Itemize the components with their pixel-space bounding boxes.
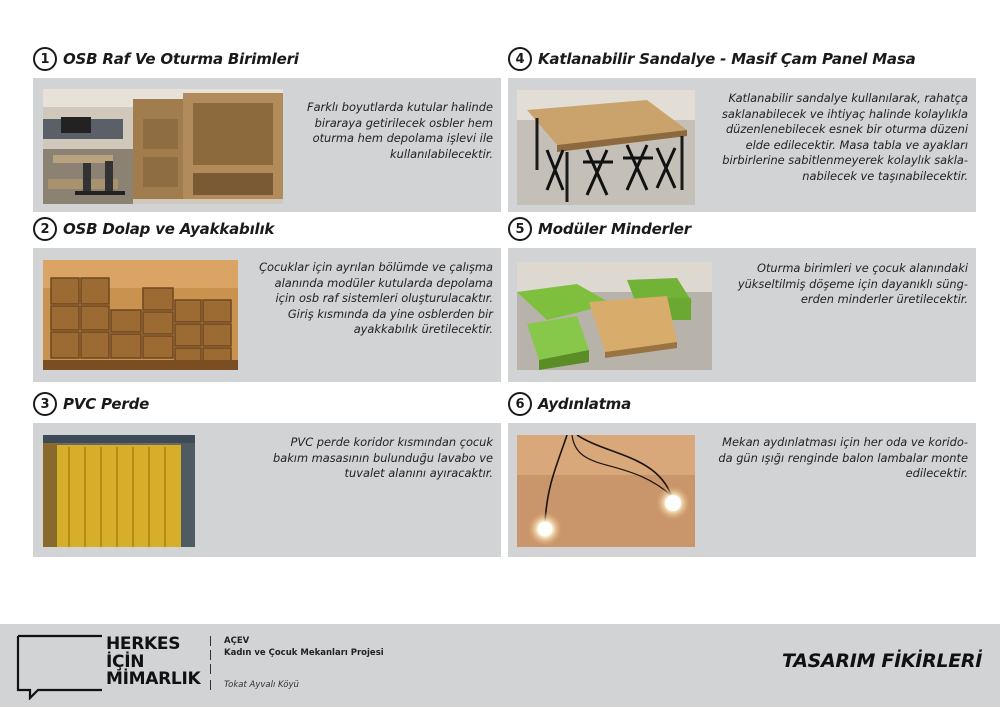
description-line: Katlanabilir sandalye kullanılarak, rahatça [728, 91, 968, 105]
description-line: da gün ışığı renginde balon lambalar monte [718, 450, 968, 465]
description-line: edilecektir. [905, 466, 968, 480]
section-title: Modüler Minderler [538, 220, 691, 238]
description-line: Çocuklar için ayrılan bölümde ve çalışma [259, 260, 493, 274]
section-title: OSB Dolap ve Ayakkabılık [63, 220, 275, 238]
description-line: elde edilecektir. Masa tabla ve ayakları [745, 137, 968, 152]
divider [210, 636, 211, 646]
description-line: nabilecek ve taşınabilecektir. [802, 168, 968, 183]
description-line: ayakkabılık üretilecektir. [353, 322, 493, 336]
section-panel [33, 78, 501, 212]
section-header [33, 391, 149, 417]
footer [0, 624, 1000, 707]
description-line: için osb raf sistemleri oluşturulacaktır. [275, 291, 493, 305]
osb-cabinet-photo [43, 260, 238, 370]
section-title: Katlanabilir Sandalye - Masif Çam Panel Masa [538, 50, 916, 68]
divider [210, 650, 211, 660]
description-line: birbirlerine sabitlenmeyerek kolaylık sakla- [722, 153, 968, 167]
logo-wordmark [106, 636, 200, 689]
project-location: Tokat Ayvalı Köyü [224, 680, 299, 690]
folding-chair-photo [517, 90, 695, 205]
description-line: saklanabilecek ve ihtiyaç halinde kolaylıkla [721, 106, 968, 121]
section-title: Aydınlatma [538, 395, 632, 413]
section-description [307, 100, 493, 162]
section-description [738, 261, 968, 308]
section-description [259, 260, 493, 338]
page-title: TASARIM FİKİRLERİ [782, 650, 982, 672]
section-number: 1 [33, 47, 57, 71]
logo-line: İÇİN [106, 651, 145, 672]
section-number: 3 [33, 392, 57, 416]
description-line: Giriş kısmında da yine osblerden bir [287, 306, 493, 321]
section-header [33, 216, 274, 242]
description-line: tuvalet alanını ayıracaktır. [344, 466, 493, 480]
section-description [722, 91, 968, 184]
modular-cushions-photo [517, 262, 712, 370]
divider [210, 680, 211, 690]
section-description [273, 435, 493, 482]
description-line: Farklı boyutlarda kutular halinde [307, 100, 493, 114]
section-panel [508, 423, 976, 557]
description-line: PVC perde koridor kısmından çocuk [290, 435, 493, 449]
description-line: düzenlenebilecek esnek bir oturma düzeni [725, 122, 968, 136]
section-description [718, 435, 968, 482]
description-line: oturma hem depolama işlevi ile [312, 131, 493, 145]
section-header [508, 391, 631, 417]
section-number: 6 [508, 392, 532, 416]
lighting-photo [517, 435, 695, 547]
divider [210, 664, 211, 674]
section-panel [508, 78, 976, 212]
section-panel [508, 248, 976, 382]
description-line: alanında modüler kutularda depolama [274, 275, 493, 290]
description-line: bakım masasının bulunduğu lavabo ve [272, 450, 493, 465]
description-line: biraraya getirilecek osbler hem [314, 115, 493, 130]
pvc-curtain-photo [43, 435, 195, 547]
description-line: Mekan aydınlatması için her oda ve korido- [722, 435, 968, 449]
section-header [33, 46, 299, 72]
section-number: 2 [33, 217, 57, 241]
section-panel [33, 423, 501, 557]
organization-name: AÇEV [224, 636, 250, 646]
project-name: Kadın ve Çocuk Mekanları Projesi [224, 648, 384, 658]
description-line: yükseltilmiş döşeme için dayanıklı süng- [737, 276, 968, 291]
section-title: PVC Perde [63, 395, 150, 413]
description-line: Oturma birimleri ve çocuk alanındaki [756, 261, 968, 275]
logo-line: HERKES [106, 634, 181, 654]
description-line: erden minderler üretilecektir. [800, 292, 968, 306]
section-title: OSB Raf Ve Oturma Birimleri [63, 50, 299, 68]
section-panel [33, 248, 501, 382]
section-number: 4 [508, 47, 532, 71]
herkes-icin-mimarlik-logo [16, 634, 206, 700]
description-line: kullanılabilecektir. [390, 146, 493, 161]
osb-shelf-photo [43, 89, 283, 204]
section-header [508, 46, 916, 72]
logo-line: MİMARLIK [106, 669, 201, 689]
section-number: 5 [508, 217, 532, 241]
section-header [508, 216, 691, 242]
